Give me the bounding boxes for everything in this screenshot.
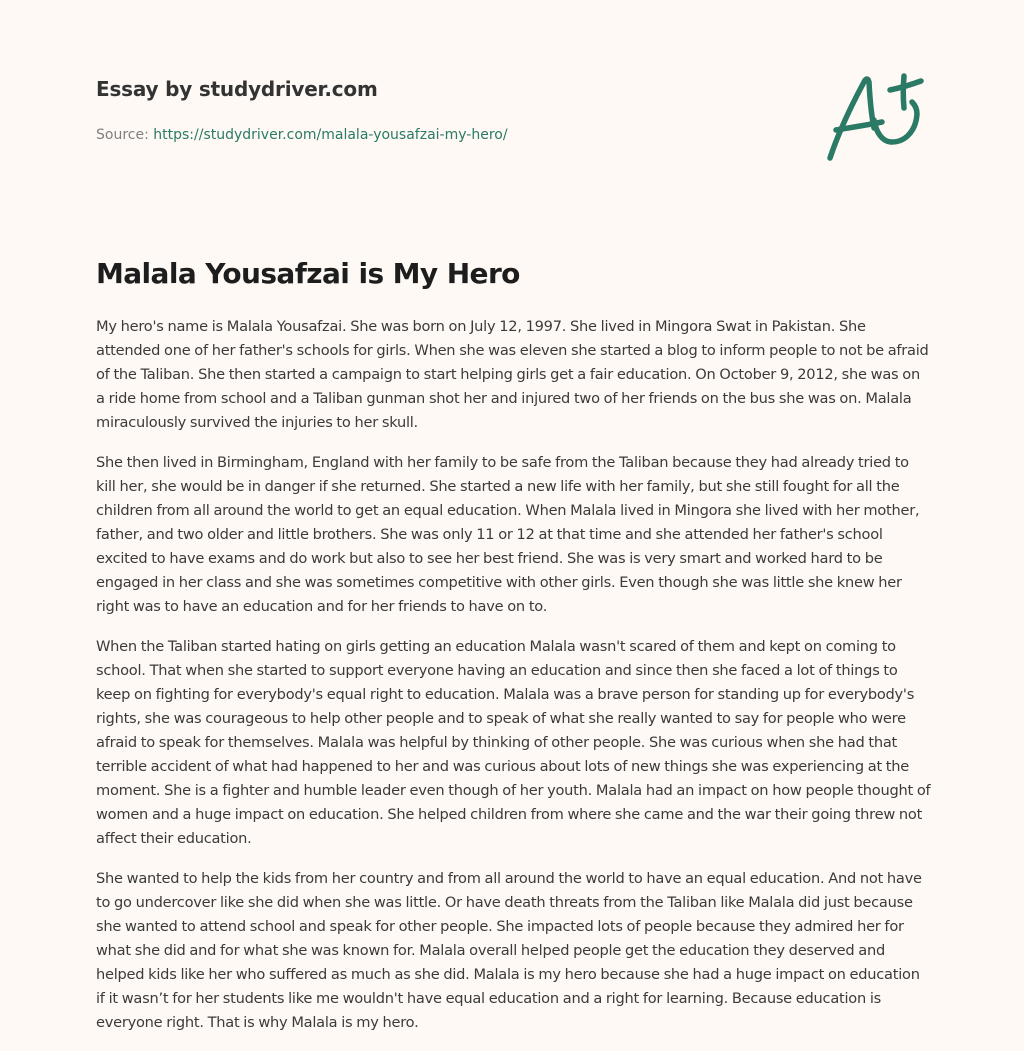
essay-paragraph: She then lived in Birmingham, England with her family to be safe from the Taliban because they had already tried to kill her, she would be in danger if she returned. She started a new life with her family, but she still fought for all the children from all around the world to get an equal education. When Malala lived in Mingora she lived with her mother, father, and two older and little brothers. She was only 11 or 12 at that time and she attended her father's school excited to have exams and do work but also to see her best friend. She was is very smart and worked hard to be engaged in her class and she was sometimes competitive with other girls. Even though she was little she knew her right was to have an education and for her friends to have on to. [96,454,920,615]
page-header [96,75,928,143]
source-link[interactable]: https://studydriver.com/malala-yousafzai-my-hero/ [153,127,508,143]
source-line [96,125,508,145]
site-title: Essay by studydriver.com [96,77,378,101]
a-plus-grade-icon [822,68,930,164]
essay-paragraph: She wanted to help the kids from her country and from all around the world to have an equal education. And not have to go undercover like she did when she was little. Or have death threats from the Taliban like Malala did just because she wanted to attend school and speak for other people. She impacted lots of people because they admired her for what she did and for what she was known for. Malala overall helped people get the education they deserved and helped kids like her who suffered as much as she did. Malala is my hero because she had a huge impact on education if it wasn’t for her students like me wouldn't have equal education and a right for learning. Because education is everyone right. That is why Malala is my hero. [96,870,922,1031]
source-label: Source: [96,127,154,143]
essay-paragraph: When the Taliban started hating on girls getting an education Malala wasn't scared of them and kept on coming to school. That when she started to support everyone having an education and since then she faced a lot of things to keep on fighting for everybody's equal right to education. Malala was a brave person for standing up for everybody's rights, she was courageous to help other people and to speak of what she really wanted to say for people who were afraid to speak for themselves. Malala was helpful by thinking of other people. She was curious when she had that terrible accident of what had happened to her and was curious about lots of new things she was experiencing at the moment. She is a fighter and humble leader even though of her youth. Malala had an impact on how people thought of women and a huge impact on education. She helped children from where she came and the war their going threw not affect their education. [96,638,931,847]
essay-title: Malala Yousafzai is My Hero [96,257,520,290]
essay-body [96,315,931,1051]
essay-paragraph: My hero's name is Malala Yousafzai. She was born on July 12, 1997. She lived in Mingora Swat in Pakistan. She attended one of her father's schools for girls. When she was eleven she started a blog to inform people to not be afraid of the Taliban. She then started a campaign to start helping girls get a fair education. On October 9, 2012, she was on a ride home from school and a Taliban gunman shot her and injured two of her friends on the bus she was on. Malala miraculously survived the injuries to her skull. [96,318,929,431]
